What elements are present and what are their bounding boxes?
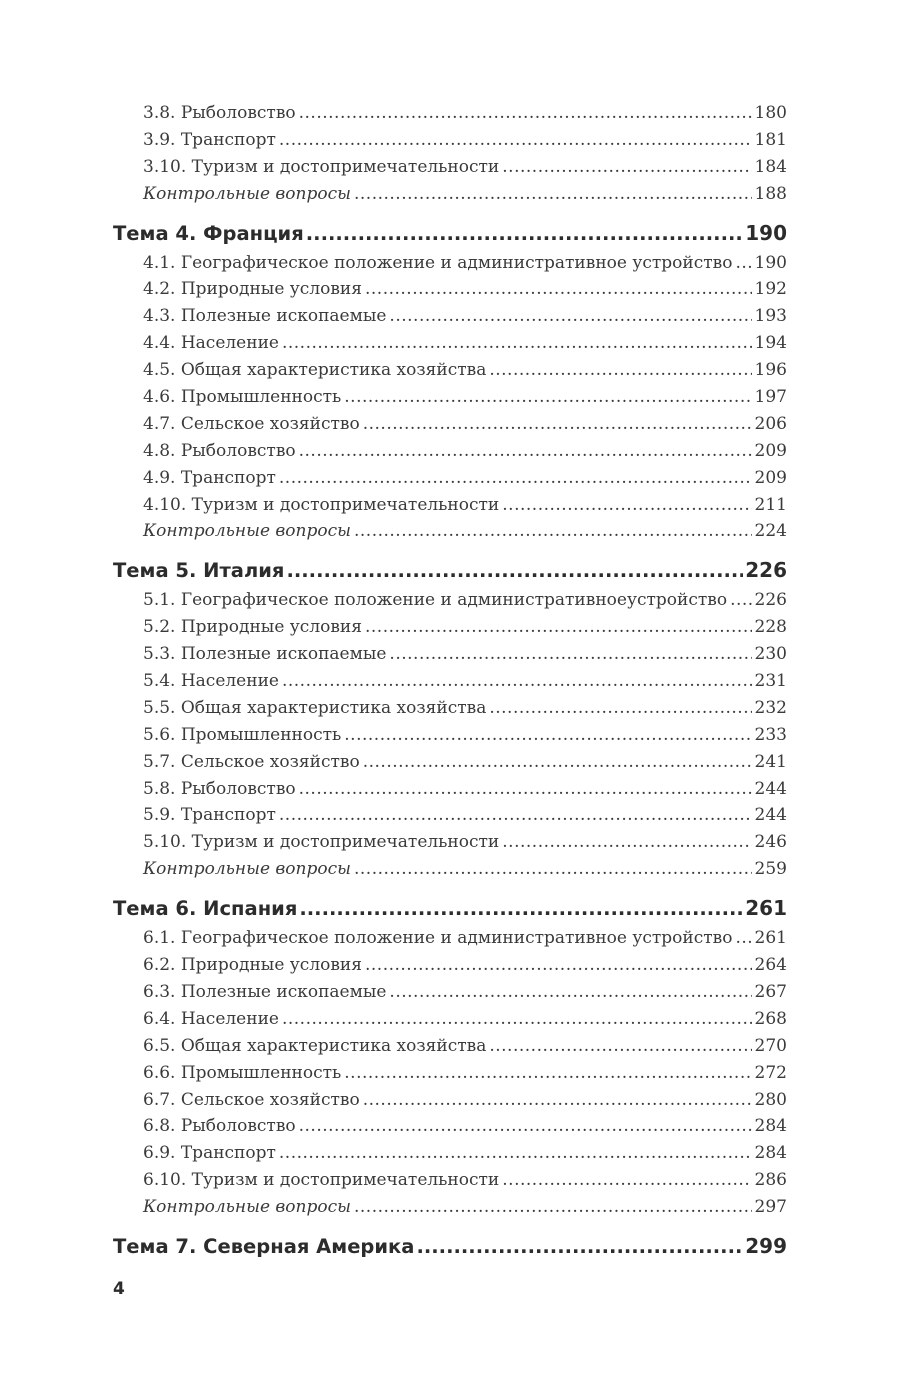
entry-page-number: 272 (754, 1062, 787, 1083)
topic-page-number: 190 (745, 220, 787, 245)
dot-leader (279, 802, 752, 829)
entry-label: 5.2. Природные условия (143, 617, 362, 638)
table-of-contents (113, 100, 787, 1263)
entry-label: 6.10. Туризм и достопримечательности (143, 1170, 500, 1191)
dot-leader (489, 695, 751, 722)
entry-page-number: 231 (754, 671, 787, 692)
entry-page-number: 264 (754, 955, 787, 976)
toc-entry[interactable] (113, 303, 787, 330)
entry-page-number: 226 (754, 590, 787, 611)
entry-label: 4.10. Туризм и достопримечательности (143, 494, 500, 515)
dot-leader (354, 856, 752, 883)
entry-label: 5.8. Рыболовство (143, 778, 296, 799)
toc-review-questions-entry[interactable] (113, 518, 787, 545)
toc-entry[interactable] (113, 276, 787, 303)
entry-page-number: 211 (754, 494, 787, 515)
entry-label: Контрольные вопросы (143, 183, 351, 204)
entry-label: 6.1. Географическое положение и административное устройство (143, 928, 733, 949)
entry-page-number: 270 (754, 1035, 787, 1056)
toc-entry[interactable] (113, 979, 787, 1006)
topic-title: Тема 7. Северная Америка (113, 1234, 415, 1258)
dot-leader (502, 154, 751, 181)
dot-leader (730, 587, 751, 614)
entry-page-number: 261 (754, 928, 787, 949)
toc-entry[interactable] (113, 614, 787, 641)
dot-leader (363, 1087, 752, 1114)
dot-leader (344, 1060, 751, 1087)
toc-entry[interactable] (113, 802, 787, 829)
toc-review-questions-entry[interactable] (113, 1194, 787, 1221)
entry-label: 6.6. Промышленность (143, 1062, 342, 1083)
toc-entry[interactable] (113, 411, 787, 438)
dot-leader (299, 892, 743, 925)
toc-entry[interactable] (113, 829, 787, 856)
dot-leader (389, 303, 751, 330)
toc-entry[interactable] (113, 695, 787, 722)
entry-page-number: 228 (754, 617, 787, 638)
toc-entry[interactable] (113, 1006, 787, 1033)
toc-entry[interactable] (113, 438, 787, 465)
entry-label: 4.2. Природные условия (143, 279, 362, 300)
entry-label: 6.4. Население (143, 1008, 279, 1029)
dot-leader (306, 217, 744, 250)
dot-leader (365, 276, 752, 303)
dot-leader (365, 952, 752, 979)
entry-page-number: 206 (754, 413, 787, 434)
toc-entry[interactable] (113, 100, 787, 127)
entry-label: 6.5. Общая характеристика хозяйства (143, 1035, 487, 1056)
entry-page-number: 241 (754, 751, 787, 772)
toc-topic-heading[interactable] (113, 1230, 787, 1263)
dot-leader (279, 1140, 752, 1167)
entry-page-number: 259 (754, 859, 787, 880)
dot-leader (363, 411, 752, 438)
toc-entry[interactable] (113, 357, 787, 384)
entry-label: 3.9. Транспорт (143, 129, 276, 150)
toc-entry[interactable] (113, 722, 787, 749)
toc-entry[interactable] (113, 587, 787, 614)
entry-page-number: 232 (754, 697, 787, 718)
dot-leader (354, 518, 752, 545)
entry-label: 4.3. Полезные ископаемые (143, 306, 387, 327)
toc-entry[interactable] (113, 668, 787, 695)
toc-entry[interactable] (113, 1140, 787, 1167)
entry-page-number: 209 (754, 467, 787, 488)
dot-leader (344, 384, 751, 411)
dot-leader (299, 776, 752, 803)
entry-label: 3.8. Рыболовство (143, 103, 296, 123)
toc-review-questions-entry[interactable] (113, 181, 787, 208)
toc-entry[interactable] (113, 1167, 787, 1194)
entry-page-number: 244 (754, 805, 787, 826)
entry-label: 4.5. Общая характеристика хозяйства (143, 360, 487, 381)
dot-leader (354, 181, 752, 208)
entry-page-number: 268 (754, 1008, 787, 1029)
entry-page-number: 280 (754, 1089, 787, 1110)
entry-page-number: 188 (754, 183, 787, 204)
entry-label: 5.9. Транспорт (143, 805, 276, 826)
topic-title: Тема 6. Испания (113, 897, 298, 921)
entry-label: 6.3. Полезные ископаемые (143, 981, 387, 1002)
dot-leader (279, 465, 752, 492)
entry-page-number: 192 (754, 279, 787, 300)
entry-page-number: 284 (754, 1143, 787, 1164)
dot-leader (489, 1033, 751, 1060)
dot-leader (365, 614, 752, 641)
topic-page-number: 299 (745, 1233, 787, 1258)
dot-leader (286, 554, 743, 587)
toc-entry[interactable] (113, 154, 787, 181)
entry-page-number: 297 (754, 1197, 787, 1218)
entry-label: Контрольные вопросы (143, 859, 351, 880)
toc-entry[interactable] (113, 330, 787, 357)
entry-page-number: 193 (754, 306, 787, 327)
dot-leader (502, 1167, 751, 1194)
toc-entry[interactable] (113, 384, 787, 411)
dot-leader (389, 641, 751, 668)
dot-leader (344, 722, 751, 749)
entry-page-number: 196 (754, 360, 787, 381)
dot-leader (389, 979, 751, 1006)
entry-page-number: 190 (754, 252, 787, 273)
dot-leader (282, 330, 752, 357)
toc-review-questions-entry[interactable] (113, 856, 787, 883)
entry-page-number: 244 (754, 778, 787, 799)
entry-label: 4.1. Географическое положение и административное устройство (143, 252, 733, 273)
entry-page-number: 181 (754, 129, 787, 150)
dot-leader (279, 127, 752, 154)
entry-label: 6.2. Природные условия (143, 955, 362, 976)
entry-page-number: 233 (754, 724, 787, 745)
entry-page-number: 246 (754, 832, 787, 853)
entry-label: 4.4. Население (143, 333, 279, 354)
toc-entry[interactable] (113, 250, 787, 277)
toc-topic-heading[interactable] (113, 217, 787, 250)
entry-label: 5.6. Промышленность (143, 724, 342, 745)
topic-page-number: 261 (745, 896, 787, 921)
toc-entry[interactable] (113, 1087, 787, 1114)
dot-leader (282, 668, 752, 695)
entry-label: 6.7. Сельское хозяйство (143, 1089, 360, 1110)
entry-label: 5.10. Туризм и достопримечательности (143, 832, 500, 853)
entry-page-number: 267 (754, 981, 787, 1002)
topic-title: Тема 5. Италия (113, 559, 285, 583)
toc-entry[interactable] (113, 749, 787, 776)
dot-leader (299, 1113, 752, 1140)
page-number: 4 (113, 1279, 125, 1299)
toc-entry[interactable] (113, 1033, 787, 1060)
dot-leader (363, 749, 752, 776)
toc-entry[interactable] (113, 776, 787, 803)
toc-entry[interactable] (113, 1060, 787, 1087)
dot-leader (354, 1194, 752, 1221)
entry-label: 5.1. Географическое положение и административноеустройство (143, 590, 728, 611)
toc-entry[interactable] (113, 925, 787, 952)
dot-leader (416, 1230, 743, 1263)
dot-leader (502, 492, 751, 519)
entry-label: 4.8. Рыболовство (143, 440, 296, 461)
dot-leader (489, 357, 751, 384)
entry-label: Контрольные вопросы (143, 1197, 351, 1218)
entry-label: 5.5. Общая характеристика хозяйства (143, 697, 487, 718)
entry-label: 4.7. Сельское хозяйство (143, 413, 360, 434)
dot-leader (282, 1006, 752, 1033)
entry-label: 5.3. Полезные ископаемые (143, 644, 387, 665)
entry-label: 3.10. Туризм и достопримечательности (143, 156, 500, 177)
entry-page-number: 197 (754, 387, 787, 408)
dot-leader (299, 438, 752, 465)
entry-page-number: 194 (754, 333, 787, 354)
entry-page-number: 284 (754, 1116, 787, 1137)
entry-label: 6.9. Транспорт (143, 1143, 276, 1164)
entry-page-number: 230 (754, 644, 787, 665)
toc-entry[interactable] (113, 127, 787, 154)
entry-page-number: 184 (754, 156, 787, 177)
entry-label: 4.6. Промышленность (143, 387, 342, 408)
entry-page-number: 224 (754, 521, 787, 542)
entry-page-number: 180 (754, 103, 787, 123)
toc-entry[interactable] (113, 465, 787, 492)
toc-entry[interactable] (113, 952, 787, 979)
entry-label: 5.4. Население (143, 671, 279, 692)
entry-label: Контрольные вопросы (143, 521, 351, 542)
toc-entry[interactable] (113, 1113, 787, 1140)
dot-leader (735, 250, 751, 277)
entry-label: 6.8. Рыболовство (143, 1116, 296, 1137)
toc-topic-heading[interactable] (113, 892, 787, 925)
entry-label: 4.9. Транспорт (143, 467, 276, 488)
entry-page-number: 286 (754, 1170, 787, 1191)
topic-page-number: 226 (745, 558, 787, 583)
entry-label: 5.7. Сельское хозяйство (143, 751, 360, 772)
entry-page-number: 209 (754, 440, 787, 461)
dot-leader (735, 925, 751, 952)
dot-leader (299, 100, 752, 127)
toc-entry[interactable] (113, 492, 787, 519)
topic-title: Тема 4. Франция (113, 221, 304, 245)
dot-leader (502, 829, 751, 856)
toc-entry[interactable] (113, 641, 787, 668)
toc-topic-heading[interactable] (113, 554, 787, 587)
